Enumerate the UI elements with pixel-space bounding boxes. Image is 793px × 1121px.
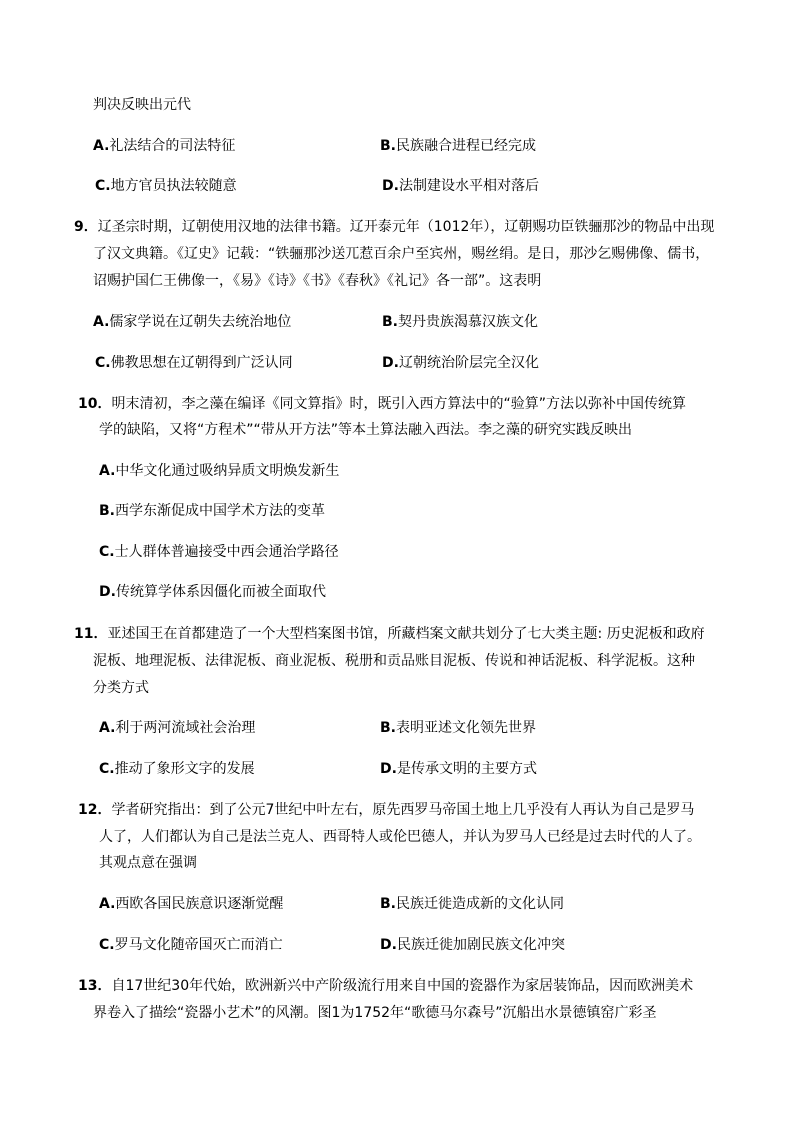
question-number: 13． [78, 978, 112, 994]
q12-stem-line-1 [78, 800, 694, 820]
option-letter: C. [99, 761, 115, 777]
q10-stem-line-2: 学的缺陷，又将“方程术”“带从开方法”等本土算法融入西法。李之藻的研究实践反映出 [99, 422, 633, 438]
stem-text: 明末清初，李之藻在编译《同文算指》时，既引入西方算法中的“验算”方法以弥补中国传统算 [111, 396, 686, 412]
option-text: 法制建设水平相对落后 [398, 178, 539, 194]
q10-option-d [99, 582, 326, 602]
q9-stem-line-1 [74, 217, 714, 237]
q8-option-c [95, 176, 237, 196]
question-number: 10． [78, 396, 112, 412]
option-text: 西欧各国民族意识逐渐觉醒 [115, 896, 284, 912]
q10-option-c [99, 542, 339, 562]
option-text: 契丹贵族渴慕汉族文化 [398, 314, 538, 330]
option-text: 中华文化通过吸纳异质文明焕发新生 [115, 463, 340, 479]
q13-stem-line-2: 界卷入了描绘“瓷器小艺术”的风潮。图1为1752年“歌德马尔森号”沉船出水景德镇窑广彩圣 [93, 1005, 657, 1021]
option-letter: D. [99, 584, 116, 600]
q9-stem-line-3: 诏赐护国仁王佛像一，《易》《诗》《书》《春秋》《礼记》各一部”。这表明 [93, 273, 542, 289]
option-text: 推动了象形文字的发展 [114, 761, 255, 777]
q10-stem-line-1 [78, 394, 686, 414]
q9-option-d [382, 353, 539, 373]
option-letter: D. [380, 937, 397, 953]
option-letter: D. [380, 761, 397, 777]
q8-option-a [93, 136, 235, 156]
q8-option-d [382, 176, 539, 196]
q11-stem-line-2: 泥板、地理泥板、法律泥板、商业泥板、税册和贡品账目泥板、传说和神话泥板、科学泥板。这种 [93, 653, 695, 669]
q11-option-d [380, 759, 537, 779]
option-text: 民族迁徙加剧民族文化冲突 [396, 937, 565, 953]
q12-stem-line-3: 其观点意在强调 [99, 855, 197, 871]
option-text: 士人群体普遍接受中西会通治学路径 [114, 544, 339, 560]
q8-option-b [380, 136, 536, 156]
option-letter: B. [99, 503, 115, 519]
option-text: 表明亚述文化领先世界 [396, 720, 536, 736]
q12-option-c [99, 935, 283, 955]
q12-option-d [380, 935, 565, 955]
q13-stem-line-1 [78, 976, 693, 996]
q11-stem-line-1 [74, 624, 705, 644]
q11-stem-line-3: 分类方式 [93, 680, 149, 696]
option-letter: B. [380, 720, 396, 736]
q12-option-a [99, 894, 283, 914]
option-letter: B. [380, 138, 396, 154]
option-letter: A. [99, 720, 116, 736]
option-text: 是传承文明的主要方式 [396, 761, 537, 777]
q9-stem-line-2: 了汉文典籍。《辽史》记载：“铁骊那沙送兀惹百余户至宾州，赐丝绢。是日，那沙乞赐佛像、儒书， [93, 246, 710, 262]
q9-option-b [382, 312, 538, 332]
option-text: 地方官员执法较随意 [110, 178, 237, 194]
option-text: 西学东渐促成中国学术方法的变革 [115, 503, 325, 519]
option-letter: A. [99, 463, 116, 479]
option-letter: C. [99, 544, 115, 560]
stem-text: 辽圣宗时期，辽朝使用汉地的法律书籍。辽开泰元年（1012年），辽朝赐功臣铁骊那沙的物品中出现 [97, 219, 715, 235]
q11-option-a [99, 718, 255, 738]
q12-option-b [380, 894, 564, 914]
stem-text: 亚述国王在首都建造了一个大型档案图书馆，所藏档案文献共划分了七大类主题: 历史泥板和政府 [107, 626, 705, 642]
stem-text: 学者研究指出：到了公元7世纪中叶左右，原先西罗马帝国土地上几乎没有人再认为自己是罗马 [111, 802, 695, 818]
option-text: 罗马文化随帝国灭亡而消亡 [114, 937, 283, 953]
q8-stem-tail: 判决反映出元代 [93, 97, 191, 113]
option-text: 佛教思想在辽朝得到广泛认同 [110, 355, 293, 371]
q10-option-a [99, 461, 339, 481]
q10-option-b [99, 501, 325, 521]
q9-option-a [93, 312, 291, 332]
option-text: 传统算学体系因僵化而被全面取代 [115, 584, 326, 600]
option-text: 民族迁徙造成新的文化认同 [396, 896, 564, 912]
option-text: 民族融合进程已经完成 [396, 138, 536, 154]
stem-text: 自17世纪30年代始，欧洲新兴中产阶级流行用来自中国的瓷器作为家居装饰品，因而欧洲美术 [111, 978, 694, 994]
q9-option-c [95, 353, 293, 373]
option-letter: B. [382, 314, 398, 330]
option-letter: D. [382, 178, 399, 194]
q11-option-b [380, 718, 536, 738]
option-letter: B. [380, 896, 396, 912]
question-number: 9． [74, 219, 98, 235]
option-letter: D. [382, 355, 399, 371]
option-text: 儒家学说在辽朝失去统治地位 [109, 314, 292, 330]
option-letter: A. [93, 314, 110, 330]
option-letter: C. [95, 355, 111, 371]
question-number: 12． [78, 802, 112, 818]
option-letter: A. [93, 138, 110, 154]
option-letter: C. [95, 178, 111, 194]
option-text: 礼法结合的司法特征 [109, 138, 236, 154]
option-letter: A. [99, 896, 116, 912]
q12-stem-line-2: 人了，人们都认为自己是法兰克人、西哥特人或伦巴德人，并认为罗马人已经是过去时代的人了。 [99, 829, 701, 845]
option-text: 利于两河流域社会治理 [115, 720, 256, 736]
option-text: 辽朝统治阶层完全汉化 [398, 355, 539, 371]
option-letter: C. [99, 937, 115, 953]
question-number: 11． [74, 626, 108, 642]
q11-option-c [99, 759, 255, 779]
